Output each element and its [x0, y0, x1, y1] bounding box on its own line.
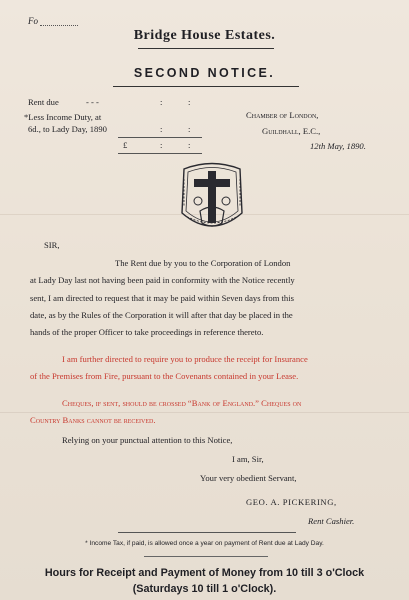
- paragraph-cheques: [30, 395, 388, 430]
- closing-line: Relying on your punctual attention to this Notice,: [62, 435, 233, 445]
- paragraph-line: Cheques, if sent, should be crossed “Bank of England.” Cheques on: [62, 398, 302, 408]
- hours-line1: Hours for Receipt and Payment of Money from 10 till 3 o'Clock: [44, 567, 365, 579]
- file-number-line: [40, 25, 78, 26]
- paragraph-line: sent, I am directed to request that it may be paid within Seven days from this: [30, 292, 294, 303]
- paragraph-line: Country Banks cannot be received.: [30, 415, 156, 426]
- corporation-seal: [178, 161, 246, 237]
- less-tax-line1: *Less Income Duty, at: [24, 112, 102, 122]
- hours-line2: (Saturdays 10 till 1 o'Clock).: [132, 583, 277, 595]
- colon-mark: :: [188, 140, 191, 150]
- paragraph-line: date, as by the Rules of the Corporation it will after that day be placed in the: [30, 309, 293, 320]
- paragraph-line: of the Premises from Fire, pursuant to the Covenants contained in your Lease.: [30, 371, 299, 382]
- income-tax-footnote: * Income Tax, if paid, is allowed once a year on payment of Rent due at Lady Day.: [85, 540, 324, 547]
- footer-rule: [144, 556, 268, 557]
- notice-title: SECOND NOTICE.: [133, 66, 276, 80]
- colon-mark: :: [188, 124, 191, 134]
- servant-line: Your very obedient Servant,: [200, 473, 297, 483]
- salutation: SIR,: [44, 240, 60, 250]
- footer-rule: [118, 532, 296, 533]
- rent-due-label: Rent due: [28, 97, 59, 107]
- signatory-title: Rent Cashier.: [308, 516, 355, 526]
- rent-due-dashes: - - -: [86, 97, 99, 107]
- paragraph-line: at Lady Day last not having been paid in conformity with the Notice recently: [30, 275, 295, 286]
- pound-sign: £: [123, 140, 128, 150]
- paragraph-line: The Rent due by you to the Corporation of London: [115, 258, 291, 268]
- paragraph-insurance: [30, 351, 388, 386]
- colon-mark: :: [160, 140, 163, 150]
- estates-title: Bridge House Estates.: [133, 28, 276, 43]
- notice-date: 12th May, 1890.: [310, 141, 366, 151]
- address-line1: Chamber of London,: [246, 110, 319, 120]
- paragraph-line: hands of the proper Officer to take proceedings in reference thereto.: [30, 327, 264, 338]
- paragraph-line: I am further directed to require you to produce the receipt for Insurance: [62, 354, 308, 364]
- address-line2: Guildhall, E.C.,: [262, 126, 321, 136]
- signatory-name: GEO. A. PICKERING,: [246, 497, 337, 507]
- colon-mark: :: [160, 124, 163, 134]
- title-rule: [138, 48, 274, 49]
- file-number-label: Fo: [28, 16, 38, 26]
- colon-mark: :: [188, 97, 191, 107]
- colon-mark: :: [160, 97, 163, 107]
- paragraph-rent-due: [30, 255, 388, 341]
- sum-rule: [118, 153, 202, 154]
- notice-title-rule: [113, 86, 299, 87]
- i-am-line: I am, Sir,: [232, 454, 264, 464]
- sum-rule: [118, 137, 202, 138]
- less-tax-line2: 6d., to Lady Day, 1890: [28, 124, 107, 134]
